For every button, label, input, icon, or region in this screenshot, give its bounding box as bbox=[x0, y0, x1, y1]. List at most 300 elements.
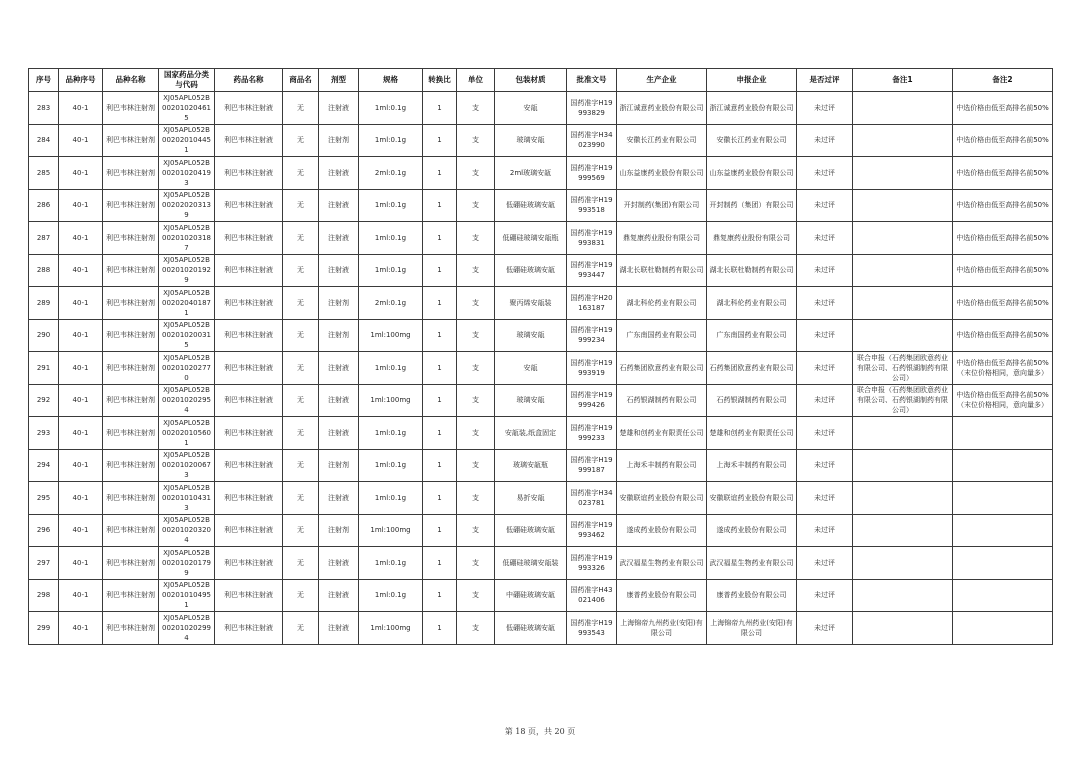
header-conversion-ratio: 转换比 bbox=[423, 69, 457, 92]
cell-remark-1 bbox=[853, 482, 953, 515]
cell-unit: 支 bbox=[457, 254, 495, 287]
cell-packaging: 低硼硅玻璃安瓿 bbox=[495, 254, 567, 287]
cell-conversion-ratio: 1 bbox=[423, 482, 457, 515]
cell-spec: 1ml:0.1g bbox=[359, 417, 423, 450]
cell-remark-2: 中选价格由低至高排名前50% bbox=[953, 92, 1053, 125]
table-row bbox=[29, 124, 1053, 157]
cell-manufacturer: 石药银湖制药有限公司 bbox=[617, 384, 707, 417]
cell-remark-2: 中选价格由低至高排名前50% bbox=[953, 157, 1053, 190]
header-remark-1: 备注1 bbox=[853, 69, 953, 92]
cell-packaging: 安瓿 bbox=[495, 352, 567, 385]
cell-conversion-ratio: 1 bbox=[423, 417, 457, 450]
cell-category-code: XJ05APL052B002010203204 bbox=[159, 514, 215, 547]
cell-remark-1 bbox=[853, 222, 953, 255]
cell-trade-name: 无 bbox=[283, 319, 319, 352]
cell-drug-name: 利巴韦林注射液 bbox=[215, 449, 283, 482]
cell-conversion-ratio: 1 bbox=[423, 287, 457, 320]
cell-conversion-ratio: 1 bbox=[423, 124, 457, 157]
cell-drug-name: 利巴韦林注射液 bbox=[215, 514, 283, 547]
header-approval-number: 批准文号 bbox=[567, 69, 617, 92]
cell-applicant: 浙江诚意药业股份有限公司 bbox=[707, 92, 797, 125]
cell-approval-number: 国药准字H19993326 bbox=[567, 547, 617, 580]
cell-trade-name: 无 bbox=[283, 482, 319, 515]
cell-variety-name: 利巴韦林注射剂 bbox=[103, 319, 159, 352]
cell-applicant: 上海锦帝九州药业(安阳)有限公司 bbox=[707, 612, 797, 645]
cell-applicant: 武汉福星生物药业有限公司 bbox=[707, 547, 797, 580]
cell-spec: 1ml:100mg bbox=[359, 384, 423, 417]
cell-spec: 1ml:0.1g bbox=[359, 92, 423, 125]
header-packaging: 包装材质 bbox=[495, 69, 567, 92]
cell-evaluation-status: 未过评 bbox=[797, 287, 853, 320]
cell-remark-1 bbox=[853, 449, 953, 482]
cell-conversion-ratio: 1 bbox=[423, 579, 457, 612]
cell-variety-serial: 40-1 bbox=[59, 319, 103, 352]
cell-remark-2: 中选价格由低至高排名前50% bbox=[953, 287, 1053, 320]
cell-drug-name: 利巴韦林注射液 bbox=[215, 384, 283, 417]
header-row bbox=[29, 69, 1053, 92]
cell-dosage-form: 注射液 bbox=[319, 547, 359, 580]
cell-remark-1: 联合申报（石药集团欧意药业有限公司、石药银湖制药有限公司） bbox=[853, 384, 953, 417]
cell-spec: 1ml:0.1g bbox=[359, 579, 423, 612]
cell-unit: 支 bbox=[457, 222, 495, 255]
cell-remark-2: 中选价格由低至高排名前50%（末位价格相同，意向量多） bbox=[953, 352, 1053, 385]
header-remark-2: 备注2 bbox=[953, 69, 1053, 92]
cell-packaging: 低硼硅玻璃安瓿 bbox=[495, 612, 567, 645]
cell-category-code: XJ05APL052B002010200673 bbox=[159, 449, 215, 482]
cell-applicant: 安徽长江药业有限公司 bbox=[707, 124, 797, 157]
cell-variety-name: 利巴韦林注射剂 bbox=[103, 254, 159, 287]
cell-applicant: 康普药业股份有限公司 bbox=[707, 579, 797, 612]
cell-trade-name: 无 bbox=[283, 449, 319, 482]
cell-dosage-form: 注射液 bbox=[319, 482, 359, 515]
cell-remark-2: 中选价格由低至高排名前50%（末位价格相同，意向量多） bbox=[953, 384, 1053, 417]
cell-drug-name: 利巴韦林注射液 bbox=[215, 124, 283, 157]
cell-dosage-form: 注射液 bbox=[319, 92, 359, 125]
cell-evaluation-status: 未过评 bbox=[797, 579, 853, 612]
table-row bbox=[29, 222, 1053, 255]
cell-variety-serial: 40-1 bbox=[59, 417, 103, 450]
cell-drug-name: 利巴韦林注射液 bbox=[215, 254, 283, 287]
cell-category-code: XJ05APL052B002010202994 bbox=[159, 612, 215, 645]
cell-conversion-ratio: 1 bbox=[423, 384, 457, 417]
cell-manufacturer: 浙江诚意药业股份有限公司 bbox=[617, 92, 707, 125]
cell-spec: 2ml:0.1g bbox=[359, 157, 423, 190]
cell-remark-1 bbox=[853, 514, 953, 547]
cell-remark-2: 中选价格由低至高排名前50% bbox=[953, 319, 1053, 352]
header-applicant: 申报企业 bbox=[707, 69, 797, 92]
cell-variety-name: 利巴韦林注射剂 bbox=[103, 384, 159, 417]
cell-trade-name: 无 bbox=[283, 254, 319, 287]
cell-remark-1: 联合申报（石药集团欧意药业有限公司、石药银湖制药有限公司） bbox=[853, 352, 953, 385]
cell-approval-number: 国药准字H34023781 bbox=[567, 482, 617, 515]
header-unit: 单位 bbox=[457, 69, 495, 92]
cell-approval-number: 国药准字H19993919 bbox=[567, 352, 617, 385]
cell-dosage-form: 注射液 bbox=[319, 222, 359, 255]
cell-remark-1 bbox=[853, 417, 953, 450]
cell-trade-name: 无 bbox=[283, 352, 319, 385]
cell-serial: 289 bbox=[29, 287, 59, 320]
cell-category-code: XJ05APL052B002010204193 bbox=[159, 157, 215, 190]
cell-trade-name: 无 bbox=[283, 417, 319, 450]
table-row bbox=[29, 189, 1053, 222]
cell-variety-serial: 40-1 bbox=[59, 189, 103, 222]
cell-packaging: 玻璃安瓿 bbox=[495, 384, 567, 417]
table-row bbox=[29, 254, 1053, 287]
cell-serial: 287 bbox=[29, 222, 59, 255]
cell-conversion-ratio: 1 bbox=[423, 189, 457, 222]
cell-conversion-ratio: 1 bbox=[423, 157, 457, 190]
cell-drug-name: 利巴韦林注射液 bbox=[215, 92, 283, 125]
cell-variety-serial: 40-1 bbox=[59, 384, 103, 417]
cell-spec: 1ml:100mg bbox=[359, 612, 423, 645]
cell-serial: 290 bbox=[29, 319, 59, 352]
cell-variety-serial: 40-1 bbox=[59, 482, 103, 515]
cell-unit: 支 bbox=[457, 287, 495, 320]
cell-serial: 285 bbox=[29, 157, 59, 190]
cell-trade-name: 无 bbox=[283, 222, 319, 255]
cell-remark-2 bbox=[953, 547, 1053, 580]
cell-variety-serial: 40-1 bbox=[59, 222, 103, 255]
cell-category-code: XJ05APL052B002020401871 bbox=[159, 287, 215, 320]
table-header bbox=[29, 69, 1053, 92]
cell-dosage-form: 注射液 bbox=[319, 384, 359, 417]
cell-manufacturer: 湖北长联杜勒制药有限公司 bbox=[617, 254, 707, 287]
cell-evaluation-status: 未过评 bbox=[797, 547, 853, 580]
table-row bbox=[29, 157, 1053, 190]
cell-conversion-ratio: 1 bbox=[423, 547, 457, 580]
cell-packaging: 聚丙烯安瓿装 bbox=[495, 287, 567, 320]
cell-unit: 支 bbox=[457, 384, 495, 417]
cell-remark-2: 中选价格由低至高排名前50% bbox=[953, 222, 1053, 255]
cell-remark-1 bbox=[853, 254, 953, 287]
cell-trade-name: 无 bbox=[283, 579, 319, 612]
header-dosage-form: 剂型 bbox=[319, 69, 359, 92]
cell-applicant: 上海禾丰制药有限公司 bbox=[707, 449, 797, 482]
cell-remark-1 bbox=[853, 124, 953, 157]
cell-evaluation-status: 未过评 bbox=[797, 482, 853, 515]
cell-manufacturer: 康普药业股份有限公司 bbox=[617, 579, 707, 612]
cell-conversion-ratio: 1 bbox=[423, 449, 457, 482]
cell-remark-1 bbox=[853, 157, 953, 190]
cell-serial: 284 bbox=[29, 124, 59, 157]
cell-category-code: XJ05APL052B002010104313 bbox=[159, 482, 215, 515]
cell-remark-1 bbox=[853, 92, 953, 125]
table-row bbox=[29, 482, 1053, 515]
cell-category-code: XJ05APL052B002010104951 bbox=[159, 579, 215, 612]
cell-variety-name: 利巴韦林注射剂 bbox=[103, 352, 159, 385]
cell-variety-name: 利巴韦林注射剂 bbox=[103, 92, 159, 125]
cell-manufacturer: 楚雄和创药业有限责任公司 bbox=[617, 417, 707, 450]
header-serial: 序号 bbox=[29, 69, 59, 92]
header-spec: 规格 bbox=[359, 69, 423, 92]
cell-trade-name: 无 bbox=[283, 514, 319, 547]
cell-approval-number: 国药准字H19993831 bbox=[567, 222, 617, 255]
cell-variety-name: 利巴韦林注射剂 bbox=[103, 449, 159, 482]
cell-remark-1 bbox=[853, 189, 953, 222]
table-row bbox=[29, 417, 1053, 450]
cell-packaging: 低硼硅玻璃安瓿瓶 bbox=[495, 222, 567, 255]
table-row bbox=[29, 449, 1053, 482]
cell-dosage-form: 注射液 bbox=[319, 254, 359, 287]
cell-drug-name: 利巴韦林注射液 bbox=[215, 222, 283, 255]
cell-conversion-ratio: 1 bbox=[423, 514, 457, 547]
cell-trade-name: 无 bbox=[283, 547, 319, 580]
cell-unit: 支 bbox=[457, 157, 495, 190]
cell-drug-name: 利巴韦林注射液 bbox=[215, 352, 283, 385]
cell-manufacturer: 遂成药业股份有限公司 bbox=[617, 514, 707, 547]
cell-conversion-ratio: 1 bbox=[423, 319, 457, 352]
cell-applicant: 湖北科伦药业有限公司 bbox=[707, 287, 797, 320]
cell-spec: 2ml:0.1g bbox=[359, 287, 423, 320]
table-row bbox=[29, 579, 1053, 612]
cell-approval-number: 国药准字H19993829 bbox=[567, 92, 617, 125]
cell-spec: 1ml:0.1g bbox=[359, 449, 423, 482]
cell-category-code: XJ05APL052B002010200315 bbox=[159, 319, 215, 352]
cell-remark-2 bbox=[953, 612, 1053, 645]
cell-variety-name: 利巴韦林注射剂 bbox=[103, 417, 159, 450]
cell-category-code: XJ05APL052B002010202954 bbox=[159, 384, 215, 417]
cell-evaluation-status: 未过评 bbox=[797, 254, 853, 287]
cell-packaging: 低硼硅玻璃安瓿装 bbox=[495, 547, 567, 580]
table-row bbox=[29, 384, 1053, 417]
cell-remark-2 bbox=[953, 417, 1053, 450]
cell-drug-name: 利巴韦林注射液 bbox=[215, 612, 283, 645]
cell-unit: 支 bbox=[457, 482, 495, 515]
cell-applicant: 安徽联谊药业股份有限公司 bbox=[707, 482, 797, 515]
cell-approval-number: 国药准字H43021406 bbox=[567, 579, 617, 612]
cell-approval-number: 国药准字H19999569 bbox=[567, 157, 617, 190]
cell-conversion-ratio: 1 bbox=[423, 612, 457, 645]
table-row bbox=[29, 319, 1053, 352]
header-evaluation-status: 是否过评 bbox=[797, 69, 853, 92]
cell-spec: 1ml:100mg bbox=[359, 514, 423, 547]
cell-remark-2 bbox=[953, 579, 1053, 612]
cell-evaluation-status: 未过评 bbox=[797, 319, 853, 352]
cell-variety-serial: 40-1 bbox=[59, 514, 103, 547]
cell-applicant: 鼎复康药业股份有限公司 bbox=[707, 222, 797, 255]
cell-packaging: 玻璃安瓿 bbox=[495, 124, 567, 157]
cell-drug-name: 利巴韦林注射液 bbox=[215, 319, 283, 352]
header-variety-name: 品种名称 bbox=[103, 69, 159, 92]
cell-spec: 1ml:0.1g bbox=[359, 547, 423, 580]
cell-approval-number: 国药准字H19993543 bbox=[567, 612, 617, 645]
cell-applicant: 湖北长联杜勒制药有限公司 bbox=[707, 254, 797, 287]
cell-evaluation-status: 未过评 bbox=[797, 612, 853, 645]
cell-variety-name: 利巴韦林注射剂 bbox=[103, 157, 159, 190]
cell-approval-number: 国药准字H19999187 bbox=[567, 449, 617, 482]
cell-unit: 支 bbox=[457, 319, 495, 352]
cell-serial: 286 bbox=[29, 189, 59, 222]
cell-approval-number: 国药准字H19993518 bbox=[567, 189, 617, 222]
cell-approval-number: 国药准字H20163187 bbox=[567, 287, 617, 320]
cell-trade-name: 无 bbox=[283, 157, 319, 190]
drug-list-table bbox=[28, 68, 1053, 645]
cell-manufacturer: 鼎复康药业股份有限公司 bbox=[617, 222, 707, 255]
cell-remark-2 bbox=[953, 449, 1053, 482]
cell-drug-name: 利巴韦林注射液 bbox=[215, 579, 283, 612]
cell-spec: 1ml:0.1g bbox=[359, 124, 423, 157]
cell-approval-number: 国药准字H34023990 bbox=[567, 124, 617, 157]
cell-packaging: 安瓿 bbox=[495, 92, 567, 125]
cell-dosage-form: 注射剂 bbox=[319, 514, 359, 547]
cell-dosage-form: 注射液 bbox=[319, 157, 359, 190]
cell-unit: 支 bbox=[457, 352, 495, 385]
cell-applicant: 山东益康药业股份有限公司 bbox=[707, 157, 797, 190]
cell-serial: 298 bbox=[29, 579, 59, 612]
cell-unit: 支 bbox=[457, 514, 495, 547]
cell-trade-name: 无 bbox=[283, 287, 319, 320]
cell-dosage-form: 注射剂 bbox=[319, 449, 359, 482]
cell-spec: 1ml:0.1g bbox=[359, 222, 423, 255]
cell-manufacturer: 上海锦帝九州药业(安阳)有限公司 bbox=[617, 612, 707, 645]
cell-serial: 292 bbox=[29, 384, 59, 417]
cell-drug-name: 利巴韦林注射液 bbox=[215, 482, 283, 515]
cell-conversion-ratio: 1 bbox=[423, 92, 457, 125]
cell-packaging: 低硼硅玻璃安瓿 bbox=[495, 514, 567, 547]
cell-evaluation-status: 未过评 bbox=[797, 92, 853, 125]
cell-evaluation-status: 未过评 bbox=[797, 222, 853, 255]
cell-category-code: XJ05APL052B002020203139 bbox=[159, 189, 215, 222]
cell-remark-2 bbox=[953, 514, 1053, 547]
cell-approval-number: 国药准字H19993447 bbox=[567, 254, 617, 287]
cell-manufacturer: 安徽联谊药业股份有限公司 bbox=[617, 482, 707, 515]
cell-spec: 1ml:0.1g bbox=[359, 189, 423, 222]
cell-applicant: 楚雄和创药业有限责任公司 bbox=[707, 417, 797, 450]
table-row bbox=[29, 92, 1053, 125]
header-manufacturer: 生产企业 bbox=[617, 69, 707, 92]
cell-evaluation-status: 未过评 bbox=[797, 449, 853, 482]
cell-applicant: 广东南国药业有限公司 bbox=[707, 319, 797, 352]
cell-variety-name: 利巴韦林注射剂 bbox=[103, 547, 159, 580]
cell-unit: 支 bbox=[457, 189, 495, 222]
cell-variety-name: 利巴韦林注射剂 bbox=[103, 124, 159, 157]
cell-remark-1 bbox=[853, 612, 953, 645]
cell-evaluation-status: 未过评 bbox=[797, 384, 853, 417]
cell-manufacturer: 石药集团欧意药业有限公司 bbox=[617, 352, 707, 385]
cell-remark-1 bbox=[853, 579, 953, 612]
page-footer: 第 18 页，共 20 页 bbox=[504, 727, 576, 736]
cell-category-code: XJ05APL052B002020104451 bbox=[159, 124, 215, 157]
cell-serial: 294 bbox=[29, 449, 59, 482]
cell-serial: 288 bbox=[29, 254, 59, 287]
cell-serial: 299 bbox=[29, 612, 59, 645]
cell-applicant: 石药集团欧意药业有限公司 bbox=[707, 352, 797, 385]
cell-remark-2 bbox=[953, 482, 1053, 515]
cell-remark-2: 中选价格由低至高排名前50% bbox=[953, 124, 1053, 157]
header-variety-serial: 品种序号 bbox=[59, 69, 103, 92]
cell-category-code: XJ05APL052B002010201929 bbox=[159, 254, 215, 287]
cell-evaluation-status: 未过评 bbox=[797, 514, 853, 547]
cell-dosage-form: 注射剂 bbox=[319, 319, 359, 352]
cell-dosage-form: 注射液 bbox=[319, 417, 359, 450]
cell-remark-2: 中选价格由低至高排名前50% bbox=[953, 189, 1053, 222]
table-row bbox=[29, 514, 1053, 547]
cell-serial: 293 bbox=[29, 417, 59, 450]
cell-remark-1 bbox=[853, 287, 953, 320]
cell-evaluation-status: 未过评 bbox=[797, 189, 853, 222]
cell-serial: 283 bbox=[29, 92, 59, 125]
cell-variety-serial: 40-1 bbox=[59, 352, 103, 385]
header-category-code: 国家药品分类与代码 bbox=[159, 69, 215, 92]
cell-trade-name: 无 bbox=[283, 612, 319, 645]
cell-dosage-form: 注射剂 bbox=[319, 124, 359, 157]
cell-variety-serial: 40-1 bbox=[59, 612, 103, 645]
cell-variety-serial: 40-1 bbox=[59, 287, 103, 320]
table-row bbox=[29, 287, 1053, 320]
cell-serial: 291 bbox=[29, 352, 59, 385]
cell-unit: 支 bbox=[457, 547, 495, 580]
cell-packaging: 玻璃安瓿瓶 bbox=[495, 449, 567, 482]
cell-manufacturer: 山东益康药业股份有限公司 bbox=[617, 157, 707, 190]
cell-approval-number: 国药准字H19993462 bbox=[567, 514, 617, 547]
cell-unit: 支 bbox=[457, 612, 495, 645]
cell-conversion-ratio: 1 bbox=[423, 254, 457, 287]
table-row bbox=[29, 612, 1053, 645]
cell-packaging: 低硼硅玻璃安瓿 bbox=[495, 189, 567, 222]
cell-unit: 支 bbox=[457, 449, 495, 482]
cell-serial: 296 bbox=[29, 514, 59, 547]
cell-packaging: 中硼硅玻璃安瓿 bbox=[495, 579, 567, 612]
cell-variety-serial: 40-1 bbox=[59, 579, 103, 612]
cell-spec: 1ml:0.1g bbox=[359, 482, 423, 515]
cell-unit: 支 bbox=[457, 579, 495, 612]
cell-variety-name: 利巴韦林注射剂 bbox=[103, 514, 159, 547]
cell-variety-serial: 40-1 bbox=[59, 449, 103, 482]
cell-remark-1 bbox=[853, 547, 953, 580]
cell-manufacturer: 安徽长江药业有限公司 bbox=[617, 124, 707, 157]
cell-applicant: 开封制药（集团）有限公司 bbox=[707, 189, 797, 222]
cell-drug-name: 利巴韦林注射液 bbox=[215, 287, 283, 320]
table-row bbox=[29, 352, 1053, 385]
cell-variety-serial: 40-1 bbox=[59, 254, 103, 287]
cell-category-code: XJ05APL052B002010202770 bbox=[159, 352, 215, 385]
cell-dosage-form: 注射剂 bbox=[319, 287, 359, 320]
cell-evaluation-status: 未过评 bbox=[797, 157, 853, 190]
cell-trade-name: 无 bbox=[283, 92, 319, 125]
cell-dosage-form: 注射液 bbox=[319, 579, 359, 612]
cell-dosage-form: 注射液 bbox=[319, 189, 359, 222]
cell-variety-name: 利巴韦林注射剂 bbox=[103, 612, 159, 645]
cell-packaging: 易折安瓿 bbox=[495, 482, 567, 515]
cell-variety-name: 利巴韦林注射剂 bbox=[103, 579, 159, 612]
cell-serial: 295 bbox=[29, 482, 59, 515]
cell-variety-name: 利巴韦林注射剂 bbox=[103, 222, 159, 255]
cell-dosage-form: 注射液 bbox=[319, 612, 359, 645]
cell-drug-name: 利巴韦林注射液 bbox=[215, 417, 283, 450]
cell-serial: 297 bbox=[29, 547, 59, 580]
cell-packaging: 2ml玻璃安瓿 bbox=[495, 157, 567, 190]
cell-variety-serial: 40-1 bbox=[59, 92, 103, 125]
cell-category-code: XJ05APL052B002010203187 bbox=[159, 222, 215, 255]
cell-packaging: 玻璃安瓿 bbox=[495, 319, 567, 352]
cell-category-code: XJ05APL052B002010204615 bbox=[159, 92, 215, 125]
cell-manufacturer: 武汉福星生物药业有限公司 bbox=[617, 547, 707, 580]
cell-conversion-ratio: 1 bbox=[423, 352, 457, 385]
cell-packaging: 安瓿装,纸盒固定 bbox=[495, 417, 567, 450]
cell-unit: 支 bbox=[457, 124, 495, 157]
cell-manufacturer: 广东南国药业有限公司 bbox=[617, 319, 707, 352]
cell-evaluation-status: 未过评 bbox=[797, 417, 853, 450]
cell-trade-name: 无 bbox=[283, 384, 319, 417]
cell-approval-number: 国药准字H19999234 bbox=[567, 319, 617, 352]
header-drug-name: 药品名称 bbox=[215, 69, 283, 92]
table-row bbox=[29, 547, 1053, 580]
cell-category-code: XJ05APL052B002010201799 bbox=[159, 547, 215, 580]
header-trade-name: 商品名 bbox=[283, 69, 319, 92]
cell-approval-number: 国药准字H19999233 bbox=[567, 417, 617, 450]
cell-spec: 1ml:0.1g bbox=[359, 254, 423, 287]
cell-variety-serial: 40-1 bbox=[59, 547, 103, 580]
